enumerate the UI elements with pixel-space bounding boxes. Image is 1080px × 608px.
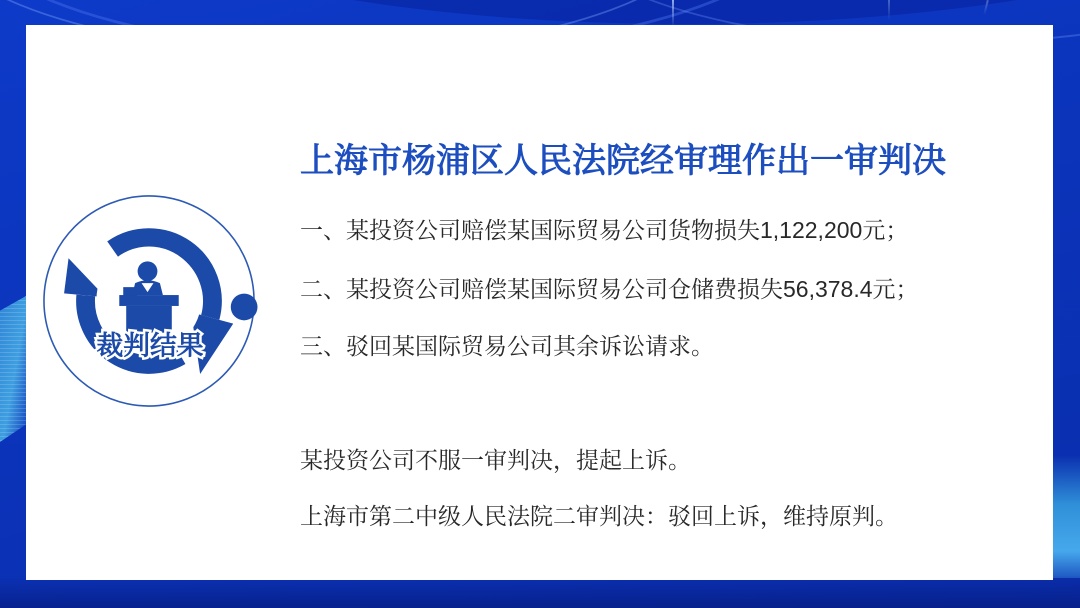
left-edge-glow bbox=[0, 296, 26, 442]
decor-light-streak bbox=[672, 0, 674, 27]
decor-light-streak bbox=[888, 0, 890, 20]
right-edge-glow bbox=[1053, 455, 1080, 578]
accent-dot bbox=[231, 294, 258, 321]
bottom-edge-shade bbox=[0, 576, 1080, 608]
badge-label: 裁判结果 bbox=[96, 330, 204, 361]
judgment-item-3: 三、驳回某国际贸易公司其余诉讼请求。 bbox=[300, 333, 714, 359]
judgment-item-2: 二、某投资公司赔偿某国际贸易公司仓储费损失56,378.4元； bbox=[300, 276, 919, 302]
judgment-item-1: 一、某投资公司赔偿某国际贸易公司货物损失1,122,200元； bbox=[300, 217, 909, 243]
judgment-result-badge bbox=[40, 192, 258, 410]
slide-title: 上海市杨浦区人民法院经审理作出一审判决 bbox=[300, 141, 946, 180]
followup-paragraph-1: 某投资公司不服一审判决，提起上诉。 bbox=[300, 447, 691, 473]
followup-paragraph-2: 上海市第二中级人民法院二审判决：驳回上诉，维持原判。 bbox=[300, 503, 898, 529]
